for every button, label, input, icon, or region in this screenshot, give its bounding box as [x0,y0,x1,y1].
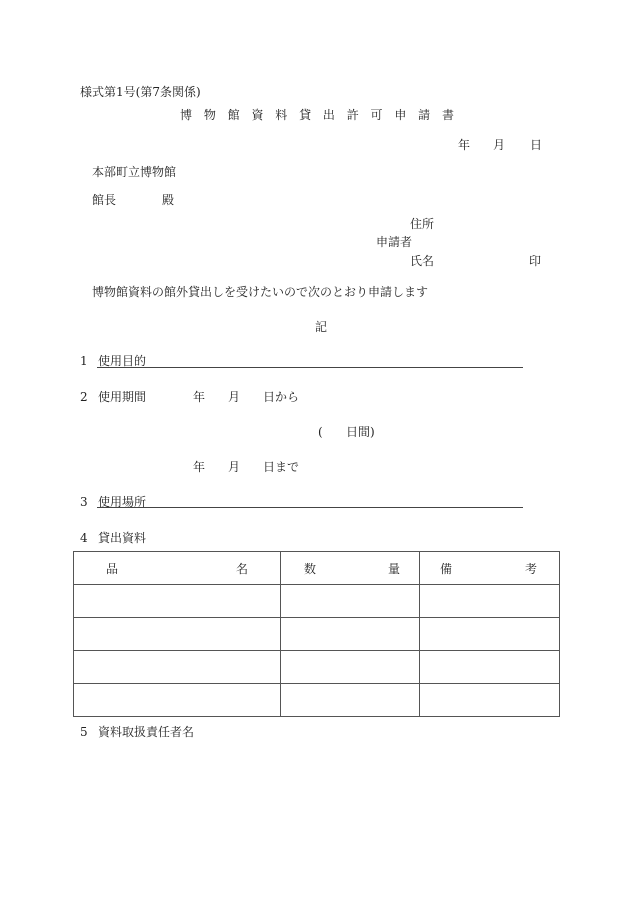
form-number: 様式第1号(第7条関係) [80,85,201,99]
item2-number: 2 [80,390,88,404]
item3-number: 3 [80,495,88,509]
table-row [74,684,560,717]
item-name-header: 品 名 [74,552,281,585]
table-header-row [74,552,560,585]
to-year-label: 年 [193,460,206,474]
location-line [97,507,523,508]
item1-label: 使用目的 [98,354,147,368]
from-day-label: 日から [263,390,300,404]
form-title: 博 物 館 資 料 貸 出 許 可 申 請 書 [180,108,458,122]
name-label: 氏名 [410,254,435,268]
item4-number: 4 [80,531,88,545]
ki-heading: 記 [315,320,328,334]
item2-label: 使用期間 [98,390,147,404]
date-month-label: 月 [493,138,506,152]
from-year-label: 年 [193,390,206,404]
purpose-line [97,367,523,368]
recipient-director: 館長 [92,193,117,207]
to-day-label: 日まで [263,460,300,474]
duration-open: ( [318,425,323,439]
item3-label: 使用場所 [98,495,147,509]
item1-number: 1 [80,354,88,368]
date-day-label: 日 [530,138,543,152]
intro-text: 博物館資料の館外貸出しを受けたいので次のとおり申請します [92,285,429,299]
loan-items-table [73,551,560,717]
applicant-label: 申請者 [376,235,413,249]
item5-label: 資料取扱責任者名 [98,725,195,739]
from-month-label: 月 [228,390,241,404]
address-label: 住所 [410,217,435,231]
quantity-header: 数 量 [281,552,420,585]
recipient-honorific: 殿 [162,193,175,207]
duration-days-label: 日間) [346,425,375,439]
recipient-museum: 本部町立博物館 [92,165,177,179]
table-row [74,651,560,684]
item4-label: 貸出資料 [98,531,147,545]
to-month-label: 月 [228,460,241,474]
table-row [74,585,560,618]
item5-number: 5 [80,725,88,739]
remarks-header: 備 考 [420,552,560,585]
date-year-label: 年 [458,138,471,152]
table-row [74,618,560,651]
seal-label: 印 [529,254,542,268]
